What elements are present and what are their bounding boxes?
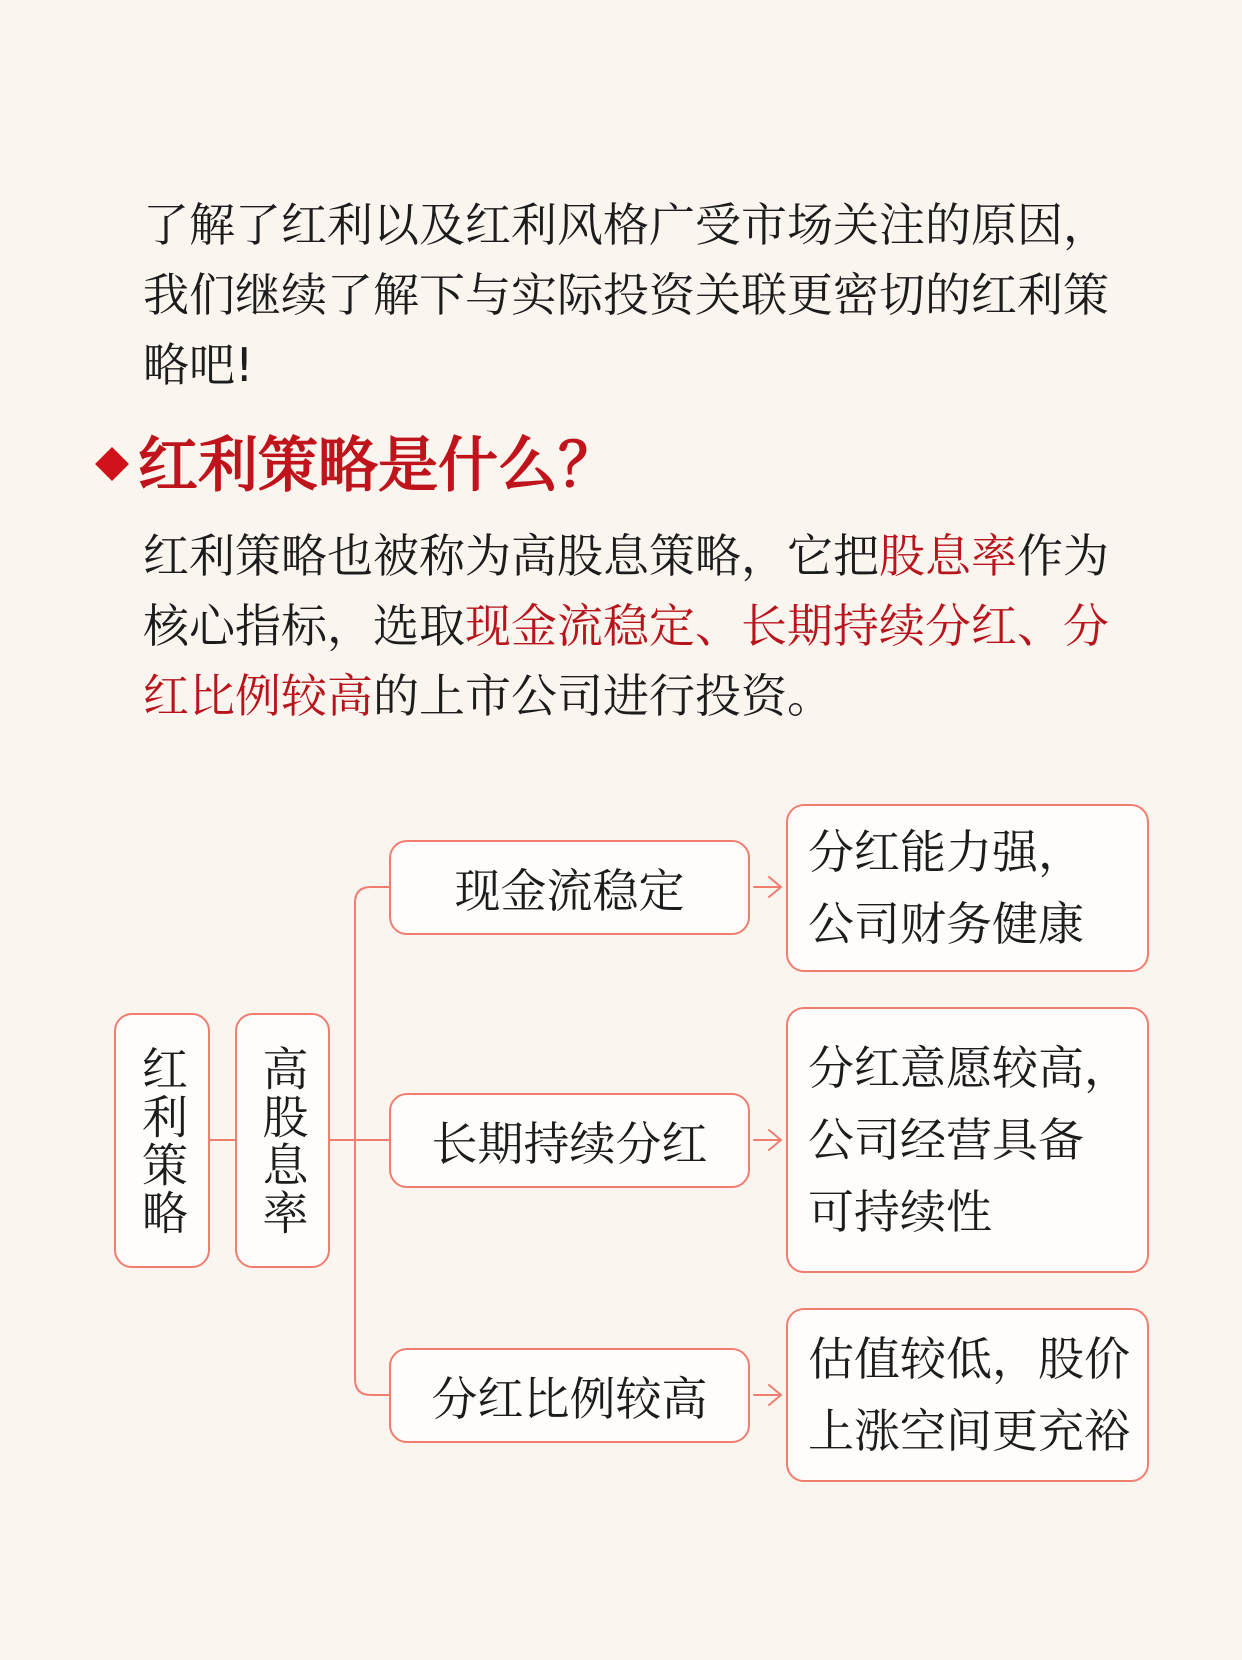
definition-text: 红利策略也被称为高股息策略，它把 <box>143 529 879 583</box>
definition-text: 作为 <box>1017 529 1109 583</box>
core-metric-label: 高股息率 <box>255 1044 310 1237</box>
outcome-node <box>786 804 1149 972</box>
intro-line: 略吧! <box>143 338 254 392</box>
definition-highlight: 现金流稳定、长期持续分红、分 <box>465 599 1109 653</box>
outcome-node <box>786 1007 1149 1273</box>
core-metric-node <box>235 1013 330 1268</box>
root-node-label: 红利策略 <box>135 1044 189 1237</box>
intro-line: 我们继续了解下与实际投资关联更密切的红利策 <box>143 268 1109 322</box>
outcome-line: 估值较低，股价 <box>808 1332 1130 1386</box>
arrow-right-icon <box>754 877 781 897</box>
outcome-line: 可持续性 <box>808 1185 992 1239</box>
definition-text: 核心指标，选取 <box>143 599 465 653</box>
criterion-node <box>389 1348 750 1443</box>
outcome-line: 上涨空间更充裕 <box>808 1404 1130 1458</box>
outcome-line: 公司财务健康 <box>808 897 1084 951</box>
root-node <box>114 1013 210 1268</box>
definition-highlight: 红比例较高 <box>143 669 373 723</box>
outcome-node <box>786 1308 1149 1482</box>
criterion-label: 现金流稳定 <box>454 863 685 918</box>
outcome-line: 分红意愿较高， <box>808 1041 1130 1095</box>
definition-highlight: 股息率 <box>879 529 1017 583</box>
criterion-label: 长期持续分红 <box>431 1116 708 1171</box>
section-heading: 红利策略是什么？ <box>138 431 618 501</box>
arrow-right-icon <box>754 1130 781 1150</box>
criterion-label: 分红比例较高 <box>431 1371 708 1426</box>
outcome-line: 分红能力强， <box>808 825 1084 879</box>
definition-text: 的上市公司进行投资。 <box>373 669 833 723</box>
intro-line: 了解了红利以及红利风格广受市场关注的原因， <box>143 198 1109 252</box>
arrow-right-icon <box>754 1385 781 1405</box>
criterion-node <box>389 840 750 935</box>
outcome-line: 公司经营具备 <box>808 1113 1084 1167</box>
criterion-node <box>389 1093 750 1188</box>
